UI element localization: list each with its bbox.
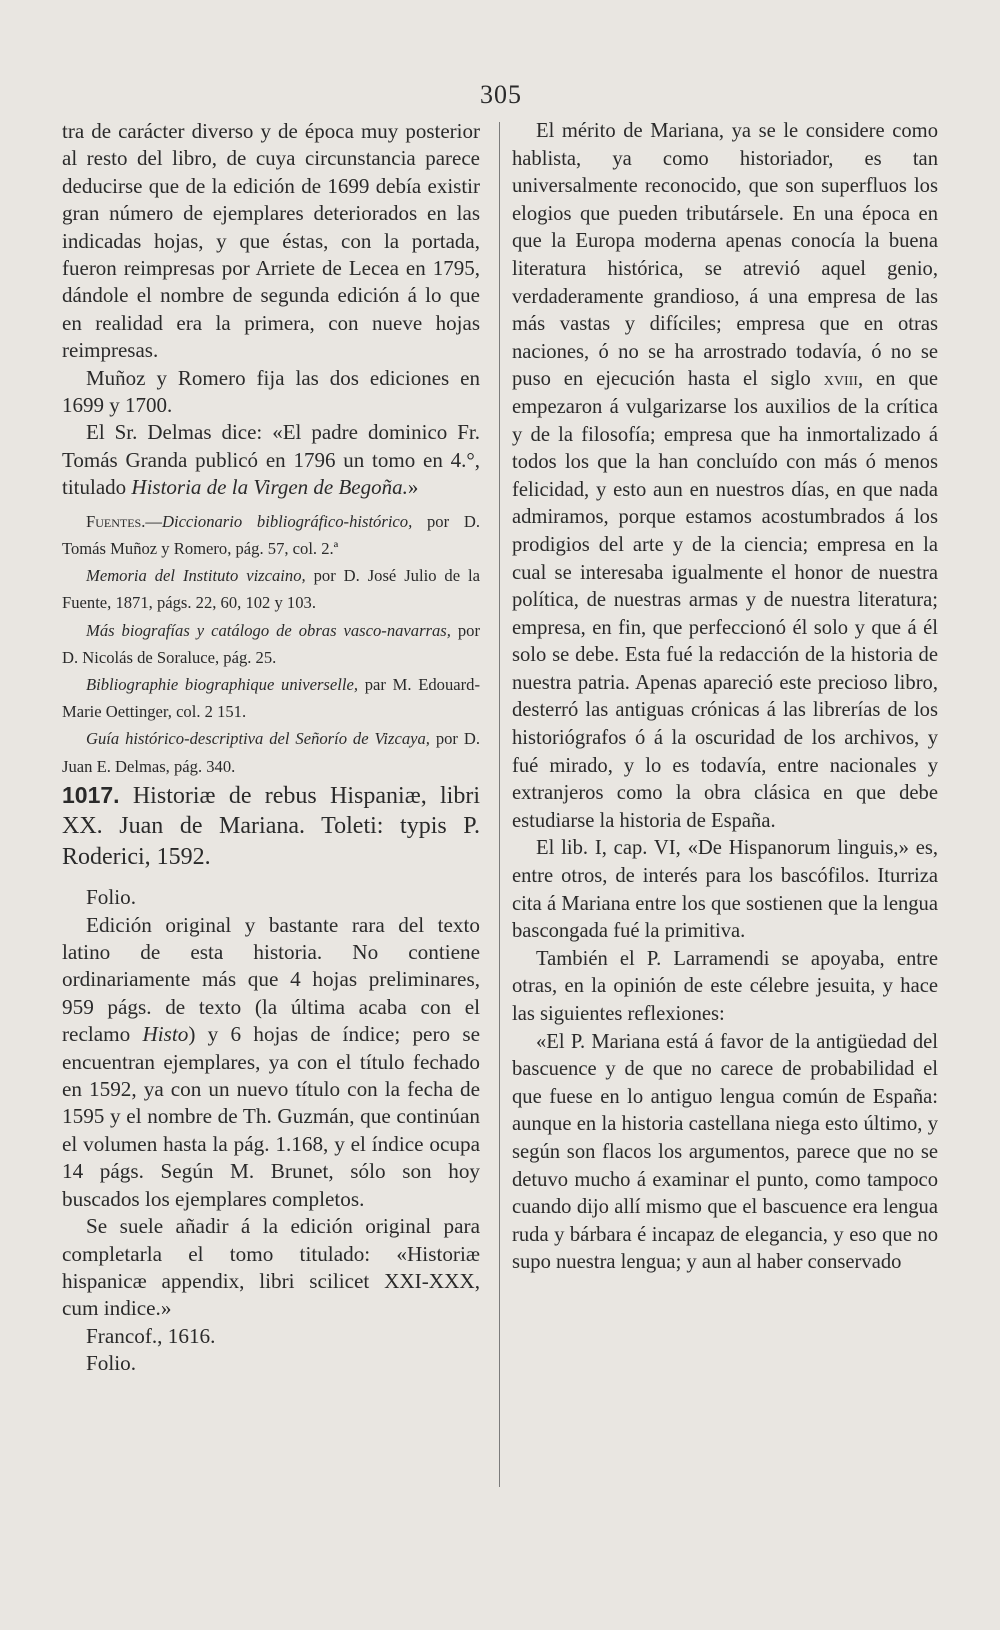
delmas-end: » xyxy=(407,475,419,500)
source-4 xyxy=(62,671,480,725)
entry-appendix-note: Se suele añadir á la edición original para completarla el tomo titulado: «Historiæ hispanicæ appendix, libri scilicet XXI-XXX, cum indice.» xyxy=(62,1214,480,1321)
paragraph-merito xyxy=(512,118,938,835)
source-4-title: Bibliographie biographique universelle, xyxy=(86,674,358,694)
source-1 xyxy=(62,508,480,562)
century-numeral: xviii xyxy=(823,368,858,391)
entry-title: Historiæ de rebus Hispaniæ, libri XX. Juan de Mariana. Toleti: typis P. Roderici, 1592. xyxy=(62,782,480,870)
entry-description-a: Edición original y bastante rara del texto latino de esta historia. No contiene ordinariamente más que 4 hojas preliminares, 959 págs. de texto (la última acaba con el reclamo xyxy=(62,912,480,1047)
sources-label: Fuentes. xyxy=(86,511,146,531)
entry-body xyxy=(62,884,480,1377)
source-3-title: Más biografías y catálogo de obras vasco-navarras, xyxy=(86,620,451,640)
paragraph-delmas xyxy=(62,419,480,501)
source-3 xyxy=(62,617,480,671)
page-number: 305 xyxy=(480,80,522,109)
source-1-detail: por D. Tomás Muñoz y Romero, pág. 57, col. 2.ª xyxy=(62,511,480,558)
entry-description-b: ) y 6 hojas de índice; pero se encuentran ejemplares, ya con el título fechado en 1592, ya con un nuevo título con la fecha de 1595 y el nombre de Th. Guzmán, que continúan el volumen hasta la pág. 1.168, y el índice ocupa 14 págs. Según M. Brunet, sólo son hoy buscados los ejemplares completos. xyxy=(62,1022,480,1211)
source-5-detail: por D. Juan E. Delmas, pág. 340. xyxy=(62,729,480,776)
entry-number: 1017. xyxy=(62,781,120,808)
merito-text-b: , en que empezaron á vulgarizarse los auxilios de la crítica y de la filosofía; empresa que ha inmortalizado á todos los que la han concluído con más ó menos felicidad, y esto aun en nuestros días, en que nada admiramos, porque estamos acostumbrados á los prodigios del arte y de la ciencia; empresa en la cual se interesaba igualmente el honor de nuestra política, de nuestras armas y de nuestra literatura; empresa, en fin, que perfeccionó él solo y que á él solo se debe. Esta fué la redacción de la historia de nuestra patria. Apenas apareció este precioso libro, desterró las antiguas crónicas á las librerías de los historiógrafos ó á la oscuridad de los archivos, y fué mirado, y lo es todavía, entre nacionales y extranjeros como la obra clásica en que debe estudiarse la historia de España. xyxy=(512,368,939,832)
left-column xyxy=(62,118,480,1378)
delmas-italic-title: Historia de la Virgen de Begoña. xyxy=(131,475,408,500)
source-5-title: Guía histórico-descriptiva del Señorío de Vizcaya, xyxy=(86,729,430,749)
entry-catchword: Histo xyxy=(142,1022,189,1047)
right-column xyxy=(512,118,938,1277)
sources-block xyxy=(62,508,480,780)
paragraph-larramendi: También el P. Larramendi se apoyaba, entre otras, en la opinión de este célebre jesuita, y hace las siguientes reflexiones: xyxy=(512,947,938,1025)
entry-imprint: Francof., 1616. xyxy=(86,1323,216,1348)
delmas-text: El Sr. Delmas dice: «El padre dominico Fr. Tomás Granda publicó en 1796 un tomo en 4.°, titulado xyxy=(62,420,480,500)
entry-format: Folio. xyxy=(86,885,137,910)
column-divider xyxy=(499,122,500,1487)
entry-heading xyxy=(62,780,480,873)
merito-text-a: El mérito de Mariana, ya se le considere como hablista, ya como historiador, es tan universalmente reconocido, que son superfluos los elogios que pueden tributársele. En una época en que la Europa moderna apenas conocía la buena literatura histórica, se atrevió aquel genio, verdaderamente grandioso, á una empresa de las más vastas y difíciles; empresa que en otras naciones, ó no se ha arrostrado todavía, ó no se puso en ejecución hasta el siglo xyxy=(512,120,938,391)
entry-format-2: Folio. xyxy=(86,1351,137,1376)
source-5 xyxy=(62,725,480,779)
paragraph-munoz: Muñoz y Romero fija las dos ediciones en 1699 y 1700. xyxy=(62,365,480,418)
paragraph-lib-i: El lib. I, cap. VI, «De Hispanorum linguis,» es, entre otros, de interés para los bascófilos. Iturriza cita á Mariana entre los que sostienen que la lengua bascongada fué la primitiva. xyxy=(512,837,938,943)
source-3-detail: por D. Nicolás de Soraluce, pág. 25. xyxy=(62,620,480,667)
source-2-title: Memoria del Instituto vizcaino, xyxy=(86,566,306,586)
paragraph-quote: «El P. Mariana está á favor de la antigüedad del bascuence y de que no carece de probabilidad el que fuese en lo antiguo lengua común de España: aunque en la historia castellana niega esto último, y según son flacos los argumentos, parece que no se detuvo mucho á examinar el punto, como tampoco cuando dijo allí mismo que el bascuence era lengua ruda y bárbara é incapaz de elegancia, y eso que no supo nuestra lengua; y aun al haber conservado xyxy=(512,1030,938,1274)
source-2-detail: por D. José Julio de la Fuente, 1871, págs. 22, 60, 102 y 103. xyxy=(62,566,480,613)
entry-description xyxy=(62,912,480,1213)
source-4-detail: par M. Edouard-Marie Oettinger, col. 2 151. xyxy=(62,674,480,722)
sources-dash: — xyxy=(145,511,162,531)
continued-paragraph: tra de carácter diverso y de época muy posterior al resto del libro, de cuya circunstancia parece deducirse que de la edición de 1699 debía existir gran número de ejemplares deteriorados en las indicadas hojas, y que éstas, con la portada, fueron reimpresas por Arriete de Lecea en 1795, dándole el nombre de segunda edición á lo que en realidad era la primera, con nueve hojas reimpresas. xyxy=(62,119,480,363)
source-2 xyxy=(62,562,480,616)
source-1-title: Diccionario bibliográfico-histórico, xyxy=(161,511,413,531)
